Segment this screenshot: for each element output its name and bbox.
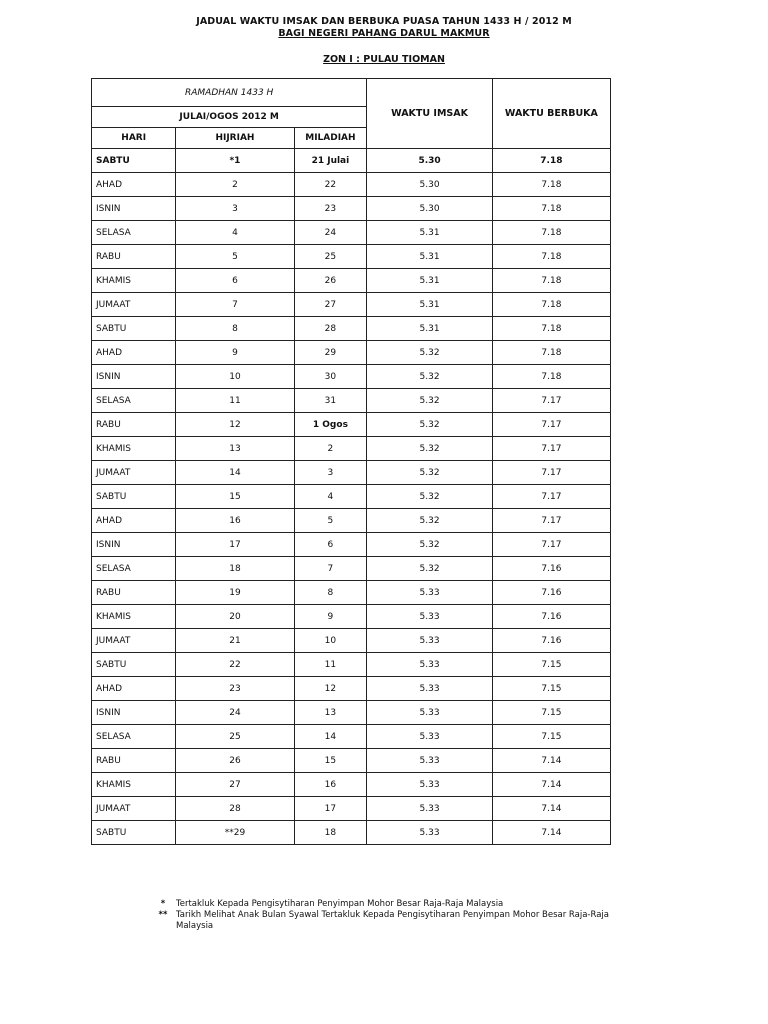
hari-cell: AHAD: [92, 341, 176, 365]
hijriah-cell: 2: [176, 173, 294, 197]
table-row: [92, 341, 611, 365]
hari-cell: SELASA: [92, 557, 176, 581]
hijriah-cell: 12: [176, 413, 294, 437]
miladiah-cell: 8: [294, 581, 367, 605]
berbuka-time-cell: 7.18: [492, 149, 610, 173]
hijriah-cell: *1: [176, 149, 294, 173]
berbuka-time-cell: 7.14: [492, 797, 610, 821]
hijriah-cell: 5: [176, 245, 294, 269]
berbuka-time-cell: 7.18: [492, 317, 610, 341]
berbuka-time-cell: 7.18: [492, 221, 610, 245]
hari-cell: ISNIN: [92, 701, 176, 725]
hijriah-cell: 7: [176, 293, 294, 317]
berbuka-time-cell: 7.16: [492, 557, 610, 581]
berbuka-time-cell: 7.17: [492, 461, 610, 485]
imsak-time-cell: 5.32: [367, 437, 493, 461]
hari-cell: JUMAAT: [92, 293, 176, 317]
table-row: [92, 317, 611, 341]
hari-cell: SELASA: [92, 389, 176, 413]
footnote-text: Tertakluk Kepada Pengisytiharan Penyimpan Mohor Besar Raja-Raja Malaysia: [176, 899, 504, 909]
column-header-hijriah: HIJRIAH: [176, 128, 294, 149]
berbuka-time-cell: 7.18: [492, 197, 610, 221]
berbuka-time-cell: 7.15: [492, 725, 610, 749]
hijriah-cell: 9: [176, 341, 294, 365]
hijriah-cell: 14: [176, 461, 294, 485]
berbuka-time-cell: 7.18: [492, 365, 610, 389]
header-row-ramadhan: [92, 79, 611, 107]
hari-cell: ISNIN: [92, 197, 176, 221]
hijriah-cell: 8: [176, 317, 294, 341]
table-row: [92, 485, 611, 509]
berbuka-time-cell: 7.16: [492, 581, 610, 605]
table-row: [92, 437, 611, 461]
table-row: [92, 605, 611, 629]
berbuka-time-cell: 7.14: [492, 773, 610, 797]
berbuka-time-cell: 7.14: [492, 821, 610, 845]
hijriah-cell: 3: [176, 197, 294, 221]
miladiah-cell: 21 Julai: [294, 149, 367, 173]
imsak-time-cell: 5.30: [367, 173, 493, 197]
imsak-time-cell: 5.32: [367, 389, 493, 413]
hari-cell: JUMAAT: [92, 629, 176, 653]
table-row: [92, 413, 611, 437]
column-header-hari: HARI: [92, 128, 176, 149]
hijriah-cell: 10: [176, 365, 294, 389]
table-row: [92, 509, 611, 533]
table-row: [92, 629, 611, 653]
table-row: [92, 797, 611, 821]
table-row: [92, 245, 611, 269]
hari-cell: RABU: [92, 245, 176, 269]
berbuka-time-cell: 7.14: [492, 749, 610, 773]
hijriah-cell: 13: [176, 437, 294, 461]
imsak-time-cell: 5.32: [367, 341, 493, 365]
table-row: [92, 773, 611, 797]
table-row: [92, 149, 611, 173]
table-row: [92, 581, 611, 605]
imsak-time-cell: 5.33: [367, 581, 493, 605]
hari-cell: RABU: [92, 581, 176, 605]
imsak-time-cell: 5.32: [367, 533, 493, 557]
table-row: [92, 725, 611, 749]
hari-cell: SABTU: [92, 485, 176, 509]
column-header-miladiah: MILADIAH: [294, 128, 367, 149]
berbuka-time-cell: 7.18: [492, 245, 610, 269]
hijriah-cell: 11: [176, 389, 294, 413]
imsak-time-cell: 5.31: [367, 293, 493, 317]
miladiah-cell: 22: [294, 173, 367, 197]
hijriah-cell: 18: [176, 557, 294, 581]
miladiah-cell: 6: [294, 533, 367, 557]
table-row: [92, 293, 611, 317]
berbuka-time-cell: 7.17: [492, 413, 610, 437]
imsak-time-cell: 5.33: [367, 821, 493, 845]
footnote-text: Tarikh Melihat Anak Bulan Syawal Tertakluk Kepada Pengisytiharan Penyimpan Mohor Besar Raja-Raja Malaysia: [176, 910, 609, 931]
miladiah-cell: 5: [294, 509, 367, 533]
berbuka-time-cell: 7.17: [492, 437, 610, 461]
imsak-time-cell: 5.33: [367, 653, 493, 677]
berbuka-time-cell: 7.17: [492, 389, 610, 413]
miladiah-cell: 18: [294, 821, 367, 845]
hijriah-cell: 21: [176, 629, 294, 653]
hari-cell: AHAD: [92, 173, 176, 197]
miladiah-cell: 27: [294, 293, 367, 317]
miladiah-cell: 2: [294, 437, 367, 461]
miladiah-cell: 10: [294, 629, 367, 653]
footnote-mark: *: [160, 899, 166, 909]
berbuka-time-cell: 7.15: [492, 677, 610, 701]
footnotes: [150, 899, 620, 932]
hari-cell: JUMAAT: [92, 797, 176, 821]
imsak-time-cell: 5.33: [367, 773, 493, 797]
ramadhan-label: RAMADHAN 1433 H: [92, 79, 367, 107]
imsak-time-cell: 5.31: [367, 221, 493, 245]
imsak-time-cell: 5.33: [367, 677, 493, 701]
table-row: [92, 533, 611, 557]
miladiah-cell: 17: [294, 797, 367, 821]
table-row: [92, 197, 611, 221]
hari-cell: AHAD: [92, 677, 176, 701]
imsak-time-cell: 5.31: [367, 317, 493, 341]
miladiah-cell: 7: [294, 557, 367, 581]
hijriah-cell: 25: [176, 725, 294, 749]
table-row: [92, 557, 611, 581]
imsak-berbuka-table: [91, 78, 611, 845]
table-row: [92, 221, 611, 245]
hijriah-cell: 15: [176, 485, 294, 509]
hijriah-cell: 20: [176, 605, 294, 629]
hari-cell: SABTU: [92, 821, 176, 845]
miladiah-cell: 24: [294, 221, 367, 245]
hari-cell: KHAMIS: [92, 605, 176, 629]
miladiah-cell: 30: [294, 365, 367, 389]
miladiah-cell: 11: [294, 653, 367, 677]
imsak-time-cell: 5.30: [367, 149, 493, 173]
table-row: [92, 701, 611, 725]
hijriah-cell: 4: [176, 221, 294, 245]
imsak-time-cell: 5.32: [367, 485, 493, 509]
title-line-2: BAGI NEGERI PAHANG DARUL MAKMUR: [278, 28, 490, 39]
hari-cell: AHAD: [92, 509, 176, 533]
imsak-time-cell: 5.33: [367, 749, 493, 773]
hari-cell: SABTU: [92, 317, 176, 341]
table-row: [92, 461, 611, 485]
table-row: [92, 365, 611, 389]
hijriah-cell: 22: [176, 653, 294, 677]
imsak-time-cell: 5.33: [367, 629, 493, 653]
imsak-time-cell: 5.33: [367, 797, 493, 821]
hari-cell: RABU: [92, 749, 176, 773]
hijriah-cell: 24: [176, 701, 294, 725]
miladiah-cell: 26: [294, 269, 367, 293]
miladiah-cell: 4: [294, 485, 367, 509]
hari-cell: KHAMIS: [92, 269, 176, 293]
table-row: [92, 677, 611, 701]
table-row: [92, 821, 611, 845]
imsak-time-cell: 5.31: [367, 269, 493, 293]
table-row: [92, 653, 611, 677]
berbuka-time-cell: 7.15: [492, 653, 610, 677]
table-row: [92, 269, 611, 293]
imsak-time-cell: 5.32: [367, 509, 493, 533]
berbuka-time-cell: 7.17: [492, 533, 610, 557]
berbuka-time-cell: 7.18: [492, 293, 610, 317]
miladiah-cell: 15: [294, 749, 367, 773]
miladiah-cell: 31: [294, 389, 367, 413]
month-label: JULAI/OGOS 2012 M: [92, 107, 367, 128]
imsak-time-cell: 5.33: [367, 605, 493, 629]
berbuka-time-cell: 7.17: [492, 485, 610, 509]
imsak-time-cell: 5.31: [367, 245, 493, 269]
hari-cell: ISNIN: [92, 533, 176, 557]
hijriah-cell: 23: [176, 677, 294, 701]
berbuka-time-cell: 7.15: [492, 701, 610, 725]
imsak-time-cell: 5.32: [367, 557, 493, 581]
column-header-imsak: WAKTU IMSAK: [367, 79, 493, 149]
footnote-item: [150, 910, 620, 932]
hari-cell: SELASA: [92, 221, 176, 245]
table-row: [92, 173, 611, 197]
miladiah-cell: 23: [294, 197, 367, 221]
miladiah-cell: 9: [294, 605, 367, 629]
miladiah-cell: 1 Ogos: [294, 413, 367, 437]
hijriah-cell: 16: [176, 509, 294, 533]
column-header-berbuka: WAKTU BERBUKA: [492, 79, 610, 149]
berbuka-time-cell: 7.18: [492, 173, 610, 197]
imsak-time-cell: 5.32: [367, 461, 493, 485]
table-row: [92, 389, 611, 413]
hijriah-cell: **29: [176, 821, 294, 845]
berbuka-time-cell: 7.16: [492, 629, 610, 653]
hijriah-cell: 26: [176, 749, 294, 773]
hari-cell: RABU: [92, 413, 176, 437]
table-row: [92, 749, 611, 773]
miladiah-cell: 25: [294, 245, 367, 269]
imsak-time-cell: 5.32: [367, 413, 493, 437]
footnote-mark: **: [158, 910, 168, 920]
title-line-1: JADUAL WAKTU IMSAK DAN BERBUKA PUASA TAHUN 1433 H / 2012 M: [196, 16, 572, 27]
hari-cell: SABTU: [92, 653, 176, 677]
document-title: [0, 16, 768, 40]
hijriah-cell: 17: [176, 533, 294, 557]
hari-cell: ISNIN: [92, 365, 176, 389]
hijriah-cell: 19: [176, 581, 294, 605]
miladiah-cell: 12: [294, 677, 367, 701]
miladiah-cell: 16: [294, 773, 367, 797]
zone-heading: ZON I : PULAU TIOMAN: [323, 54, 445, 65]
miladiah-cell: 29: [294, 341, 367, 365]
berbuka-time-cell: 7.17: [492, 509, 610, 533]
berbuka-time-cell: 7.16: [492, 605, 610, 629]
miladiah-cell: 13: [294, 701, 367, 725]
imsak-time-cell: 5.32: [367, 365, 493, 389]
miladiah-cell: 3: [294, 461, 367, 485]
miladiah-cell: 14: [294, 725, 367, 749]
hijriah-cell: 28: [176, 797, 294, 821]
imsak-time-cell: 5.33: [367, 701, 493, 725]
berbuka-time-cell: 7.18: [492, 341, 610, 365]
footnote-item: [150, 899, 620, 910]
imsak-time-cell: 5.33: [367, 725, 493, 749]
hari-cell: KHAMIS: [92, 437, 176, 461]
hari-cell: JUMAAT: [92, 461, 176, 485]
hari-cell: KHAMIS: [92, 773, 176, 797]
imsak-time-cell: 5.30: [367, 197, 493, 221]
berbuka-time-cell: 7.18: [492, 269, 610, 293]
hijriah-cell: 6: [176, 269, 294, 293]
miladiah-cell: 28: [294, 317, 367, 341]
hijriah-cell: 27: [176, 773, 294, 797]
hari-cell: SELASA: [92, 725, 176, 749]
hari-cell: SABTU: [92, 149, 176, 173]
